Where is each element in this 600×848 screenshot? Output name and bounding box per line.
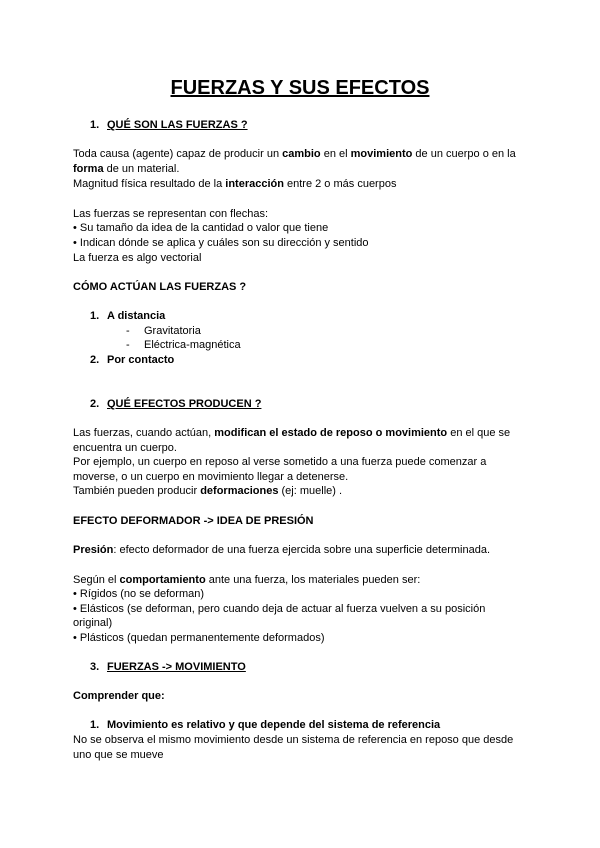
bold-term: movimiento <box>350 148 413 160</box>
paragraph-line <box>73 426 510 441</box>
text-run: entre 2 o más cuerpos <box>283 178 397 190</box>
text-run: Las fuerzas, cuando actúan, <box>73 427 215 439</box>
dash-marker: - <box>126 325 130 337</box>
sub-list-item <box>126 324 201 339</box>
text-run: ante una fuerza, los materiales pueden ser: <box>205 574 421 586</box>
text-run: : efecto deformador de una fuerza ejercida sobre una superficie determinada. <box>113 544 491 556</box>
section-number: 1. <box>90 119 100 131</box>
paragraph-line: moverse, o un cuerpo en movimiento llegar a detenerse. <box>73 471 349 483</box>
list-number: 2. <box>90 354 100 366</box>
text-run: Toda causa (agente) capaz de producir un <box>73 148 283 160</box>
paragraph-line <box>73 162 179 177</box>
paragraph-line <box>73 543 490 558</box>
text-run: Magnitud física resultado de la <box>73 178 226 190</box>
bold-term: cambio <box>282 148 321 160</box>
paragraph-line: No se observa el mismo movimiento desde un sistema de referencia en reposo que desde <box>73 734 514 746</box>
subheading: CÓMO ACTÚAN LAS FUERZAS ? <box>73 281 247 293</box>
bold-term: comportamiento <box>119 574 206 586</box>
bullet-item: • Indican dónde se aplica y cuáles son su dirección y sentido <box>73 237 369 249</box>
section-number: 3. <box>90 661 100 673</box>
text-run: Según el <box>73 574 120 586</box>
list-number: 1. <box>90 310 100 322</box>
bold-term: forma <box>73 163 104 175</box>
list-item <box>90 718 440 733</box>
list-label: Movimiento es relativo y que depende del sistema de referencia <box>107 719 441 731</box>
paragraph-line: Por ejemplo, un cuerpo en reposo al verse sometido a una fuerza puede comenzar a <box>73 456 487 468</box>
bullet-item: • Rígidos (no se deforman) <box>73 588 205 600</box>
text-run: en el <box>320 148 351 160</box>
subheading: Comprender que: <box>73 690 165 702</box>
section-title: QUÉ EFECTOS PRODUCEN ? <box>107 398 262 410</box>
sub-list-item <box>126 338 241 353</box>
bullet-item: • Elásticos (se deforman, pero cuando deja de actuar al fuerza vuelven a su posición <box>73 603 486 615</box>
paragraph-line: encuentra un cuerpo. <box>73 442 177 454</box>
paragraph-line: La fuerza es algo vectorial <box>73 252 202 264</box>
text-run: También pueden producir <box>73 485 201 497</box>
list-label: A distancia <box>107 310 166 322</box>
section-3-heading <box>90 660 246 675</box>
bold-term: interacción <box>225 178 284 190</box>
paragraph-line: uno que se mueve <box>73 749 164 761</box>
paragraph-line <box>73 484 342 499</box>
dash-marker: - <box>126 339 130 351</box>
list-number: 1. <box>90 719 100 731</box>
bullet-item: • Su tamaño da idea de la cantidad o valor que tiene <box>73 222 329 234</box>
list-item <box>90 309 165 324</box>
page-title: FUERZAS Y SUS EFECTOS <box>170 77 430 99</box>
list-item <box>90 353 174 368</box>
bullet-item: • Plásticos (quedan permanentemente deformados) <box>73 632 325 644</box>
section-number: 2. <box>90 398 100 410</box>
section-2-heading <box>90 397 261 412</box>
section-title: QUÉ SON LAS FUERZAS ? <box>107 119 248 131</box>
paragraph-line <box>73 177 396 192</box>
section-1-heading <box>90 118 248 133</box>
bold-term: modifican el estado de reposo o movimiento <box>214 427 448 439</box>
section-title: FUERZAS -> MOVIMIENTO <box>107 661 246 673</box>
bold-term: deformaciones <box>200 485 279 497</box>
text-run: de un material. <box>103 163 180 175</box>
paragraph-line <box>73 573 420 588</box>
text-run: de un cuerpo o en la <box>412 148 516 160</box>
text-run: en el que se <box>447 427 511 439</box>
sub-list-label: Eléctrica-magnética <box>144 339 241 351</box>
bullet-item-continuation: original) <box>73 617 113 629</box>
text-run: (ej: muelle) . <box>278 485 343 497</box>
list-label: Por contacto <box>107 354 175 366</box>
paragraph-line: Las fuerzas se representan con flechas: <box>73 208 269 220</box>
bold-term: Presión <box>73 544 114 556</box>
sub-list-label: Gravitatoria <box>144 325 201 337</box>
subheading: EFECTO DEFORMADOR -> IDEA DE PRESIÓN <box>73 515 314 527</box>
paragraph-line <box>73 147 516 162</box>
